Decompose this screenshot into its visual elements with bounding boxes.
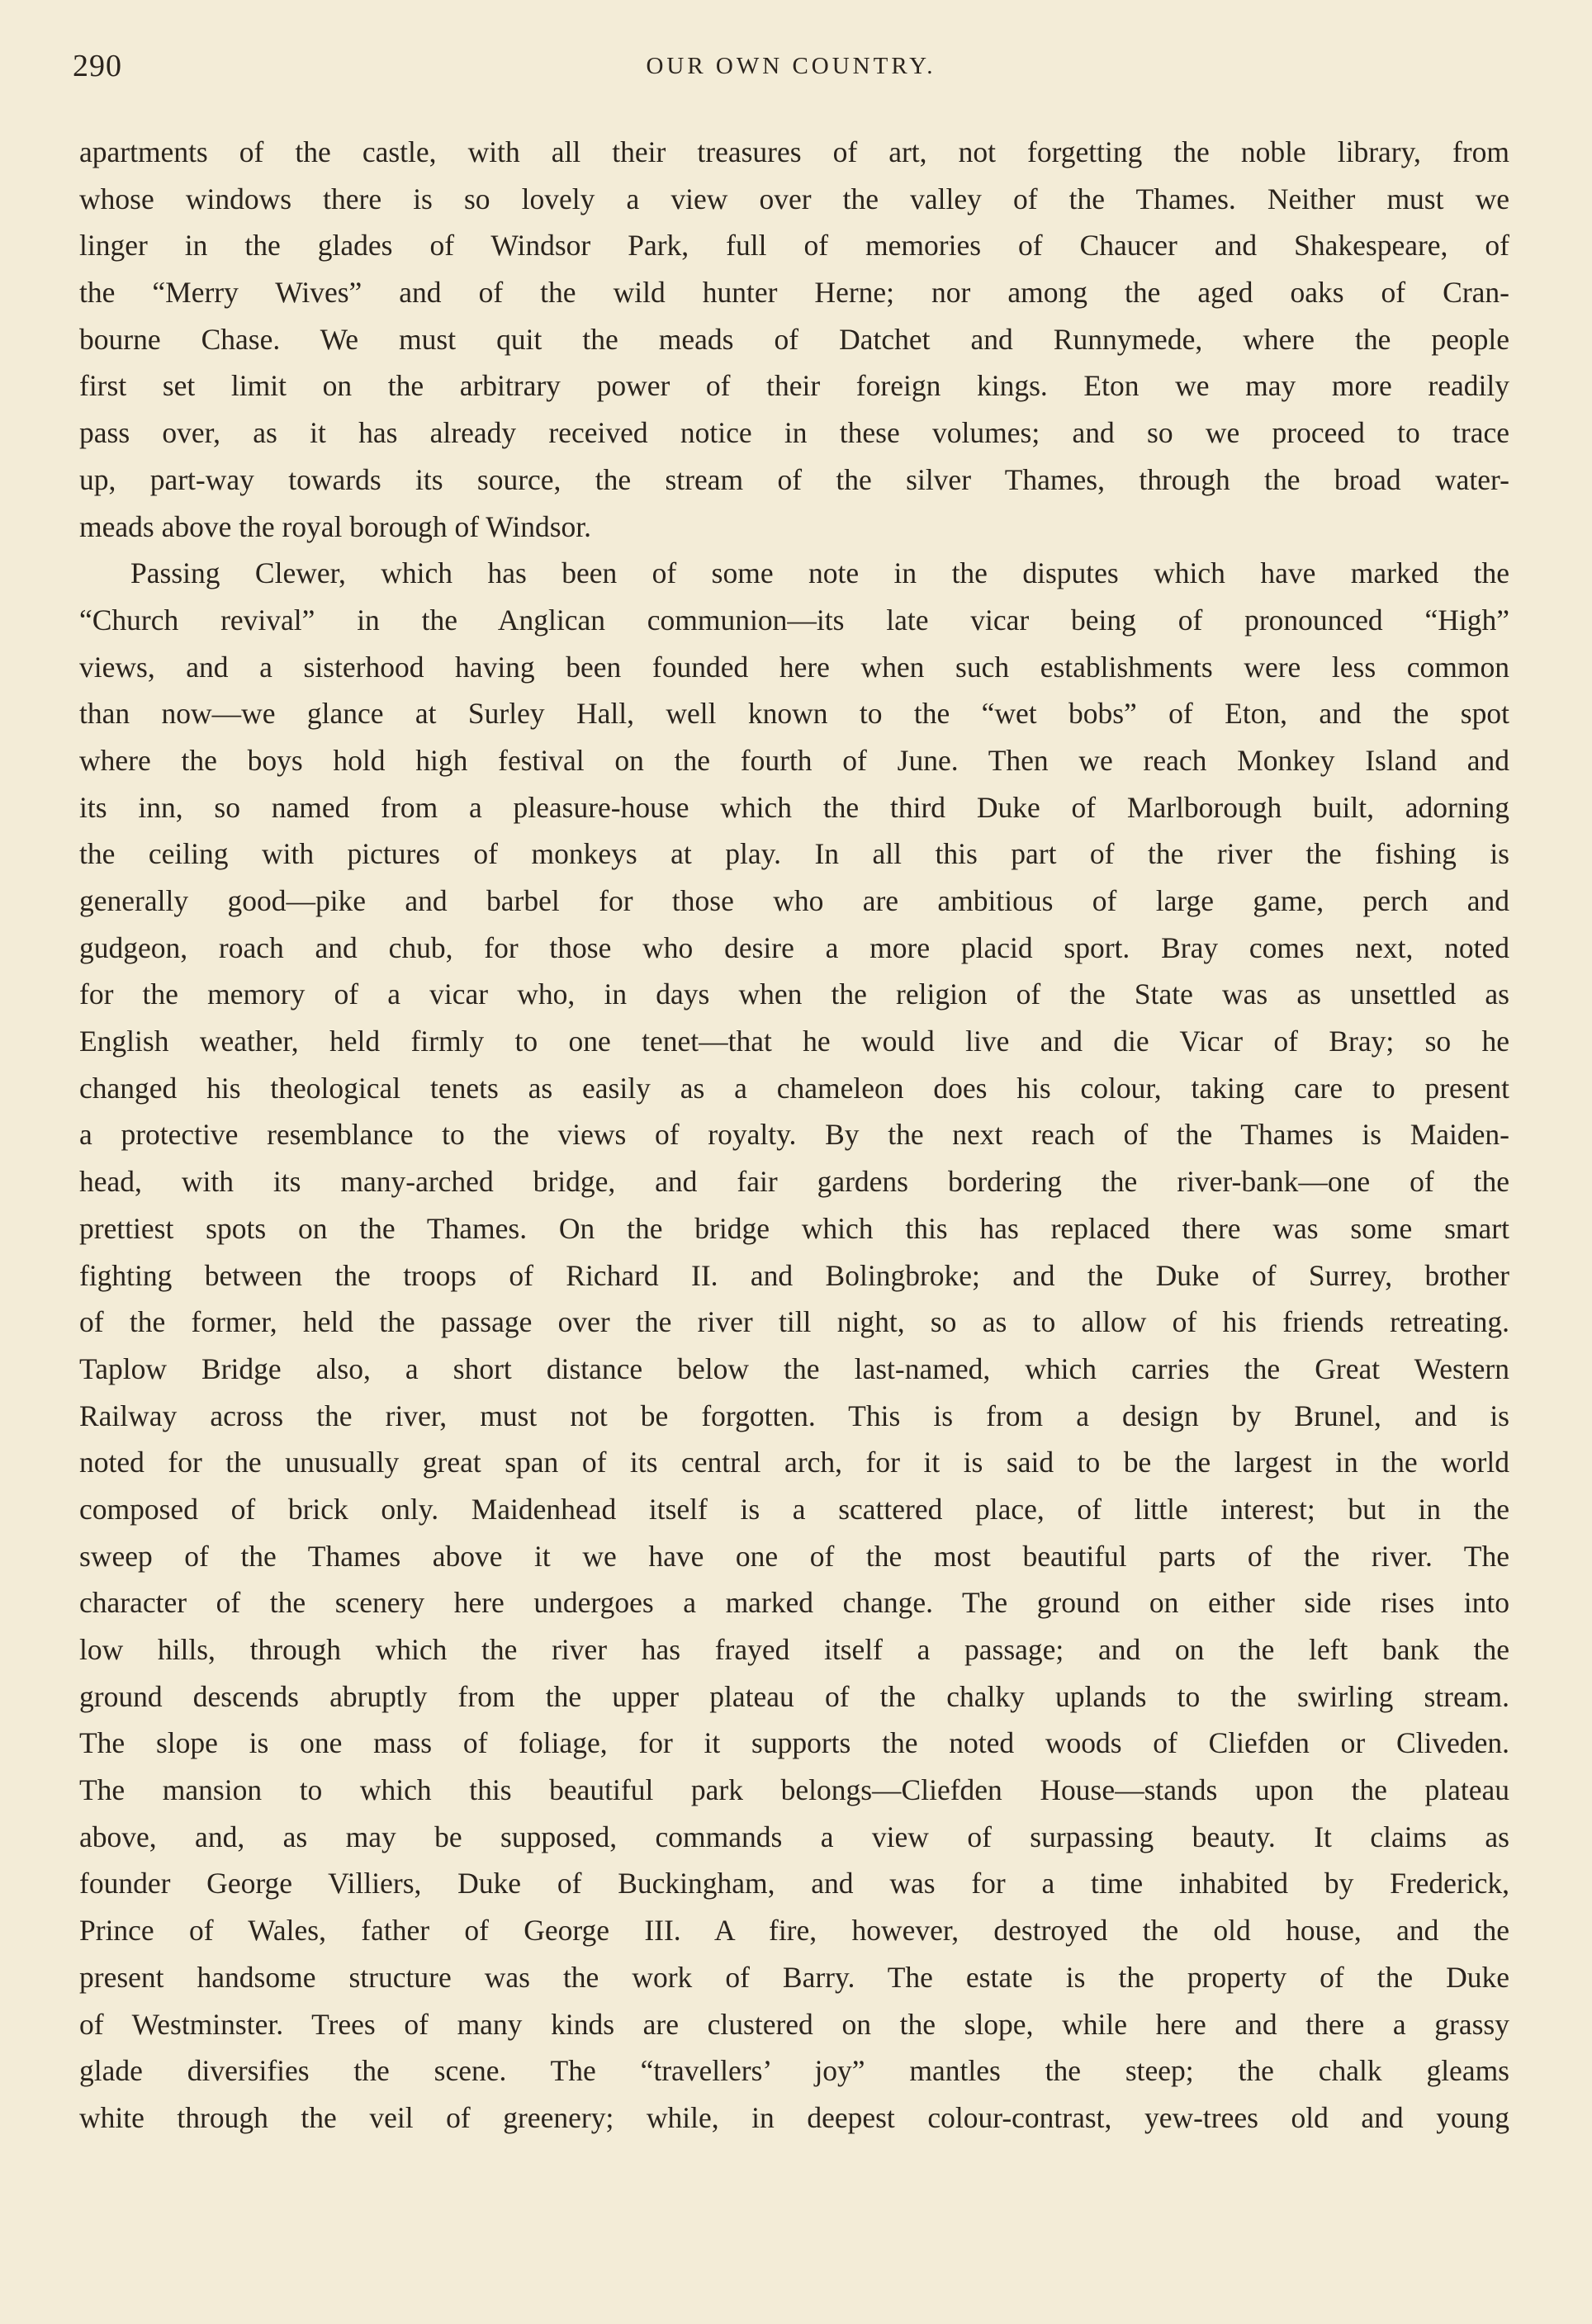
text-line: English weather, held firmly to one tenet—that he would live and die Vicar of Bray; so he	[79, 1025, 1509, 1058]
text-line: founder George Villiers, Duke of Buckingham, and was for a time inhabited by Frederick,	[79, 1867, 1509, 1900]
text-line: than now—we glance at Surley Hall, well known to the “wet bobs” of Eton, and the spot	[79, 697, 1509, 731]
paragraph-1	[79, 129, 1509, 550]
body-text	[79, 129, 1509, 2142]
text-line: composed of brick only. Maidenhead itself is a scattered place, of little interest; but in the	[79, 1492, 1509, 1526]
text-line: Railway across the river, must not be forgotten. This is from a design by Brunel, and is	[79, 1399, 1509, 1432]
text-line: linger in the glades of Windsor Park, full of memories of Chaucer and Shakespeare, of	[79, 229, 1509, 263]
text-line: white through the veil of greenery; while, in deepest colour-contrast, yew-trees old and young	[79, 2100, 1509, 2134]
text-line: views, and a sisterhood having been founded here when such establishments were less common	[79, 650, 1509, 684]
text-line: first set limit on the arbitrary power of their foreign kings. Eton we may more readily	[79, 369, 1509, 403]
text-line: fighting between the troops of Richard II. and Bolingbroke; and the Duke of Surrey, brother	[79, 1258, 1509, 1292]
text-line: prettiest spots on the Thames. On the bridge which this has replaced there was some smart	[79, 1211, 1509, 1245]
page-header	[73, 48, 1509, 89]
text-line: of Westminster. Trees of many kinds are clustered on the slope, while here and there a grassy	[79, 2007, 1509, 2041]
text-line: ground descends abruptly from the upper plateau of the chalky uplands to the swirling stream.	[79, 1679, 1509, 1713]
text-line: noted for the unusually great span of its central arch, for it is said to be the largest in the world	[79, 1446, 1509, 1479]
text-line: The slope is one mass of foliage, for it supports the noted woods of Cliefden or Cliveden.	[79, 1726, 1509, 1760]
text-line: sweep of the Thames above it we have one of the most beautiful parts of the river. The	[79, 1539, 1509, 1573]
text-line: head, with its many-arched bridge, and fair gardens bordering the river-bank—one of the	[79, 1165, 1509, 1199]
text-line: bourne Chase. We must quit the meads of Datchet and Runnymede, where the people	[79, 322, 1509, 356]
text-line: character of the scenery here undergoes a marked change. The ground on either side rises into	[79, 1586, 1509, 1620]
text-line: Passing Clewer, which has been of some note in the disputes which have marked the	[130, 556, 1509, 590]
text-line: the “Merry Wives” and of the wild hunter Herne; nor among the aged oaks of Cran-	[79, 276, 1509, 310]
text-line: a protective resemblance to the views of royalty. By the next reach of the Thames is Maiden-	[79, 1118, 1509, 1152]
page-number: 290	[73, 49, 122, 83]
text-line: glade diversifies the scene. The “travellers’ joy” mantles the steep; the chalk gleams	[79, 2054, 1509, 2088]
text-line: above, and, as may be supposed, commands a view of surpassing beauty. It claims as	[79, 1820, 1509, 1853]
text-line: apartments of the castle, with all their treasures of art, not forgetting the noble library, from	[79, 135, 1509, 168]
text-line: changed his theological tenets as easily as a chameleon does his colour, taking care to present	[79, 1071, 1509, 1105]
text-line: pass over, as it has already received notice in these volumes; and so we proceed to trace	[79, 416, 1509, 450]
text-line: Prince of Wales, father of George III. A fire, however, destroyed the old house, and the	[79, 1914, 1509, 1948]
text-line: whose windows there is so lovely a view over the valley of the Thames. Neither must we	[79, 182, 1509, 215]
text-line: Taplow Bridge also, a short distance below the last-named, which carries the Great Western	[79, 1351, 1509, 1385]
text-line: up, part-way towards its source, the stream of the silver Thames, through the broad water-	[79, 462, 1509, 496]
text-line: the ceiling with pictures of monkeys at play. In all this part of the river the fishing is	[79, 837, 1509, 871]
text-line: low hills, through which the river has frayed itself a passage; and on the left bank the	[79, 1633, 1509, 1666]
text-line: present handsome structure was the work of Barry. The estate is the property of the Duke	[79, 1960, 1509, 1994]
text-line: where the boys hold high festival on the fourth of June. Then we reach Monkey Island and	[79, 743, 1509, 777]
text-line: generally good—pike and barbel for those who are ambitious of large game, perch and	[79, 884, 1509, 917]
text-line: The mansion to which this beautiful park belongs—Cliefden House—stands upon the plateau	[79, 1773, 1509, 1807]
text-line: “Church revival” in the Anglican communion—its late vicar being of pronounced “High”	[79, 603, 1509, 637]
paragraph-2	[79, 550, 1509, 2141]
text-line: of the former, held the passage over the river till night, so as to allow of his friends retreating.	[79, 1305, 1509, 1339]
text-line: meads above the royal borough of Windsor.	[79, 509, 592, 543]
text-line: gudgeon, roach and chub, for those who desire a more placid sport. Bray comes next, noted	[79, 930, 1509, 964]
running-title: OUR OWN COUNTRY.	[646, 53, 936, 79]
text-line: for the memory of a vicar who, in days when the religion of the State was as unsettled as	[79, 977, 1509, 1011]
text-line: its inn, so named from a pleasure-house which the third Duke of Marlborough built, adorning	[79, 790, 1509, 824]
